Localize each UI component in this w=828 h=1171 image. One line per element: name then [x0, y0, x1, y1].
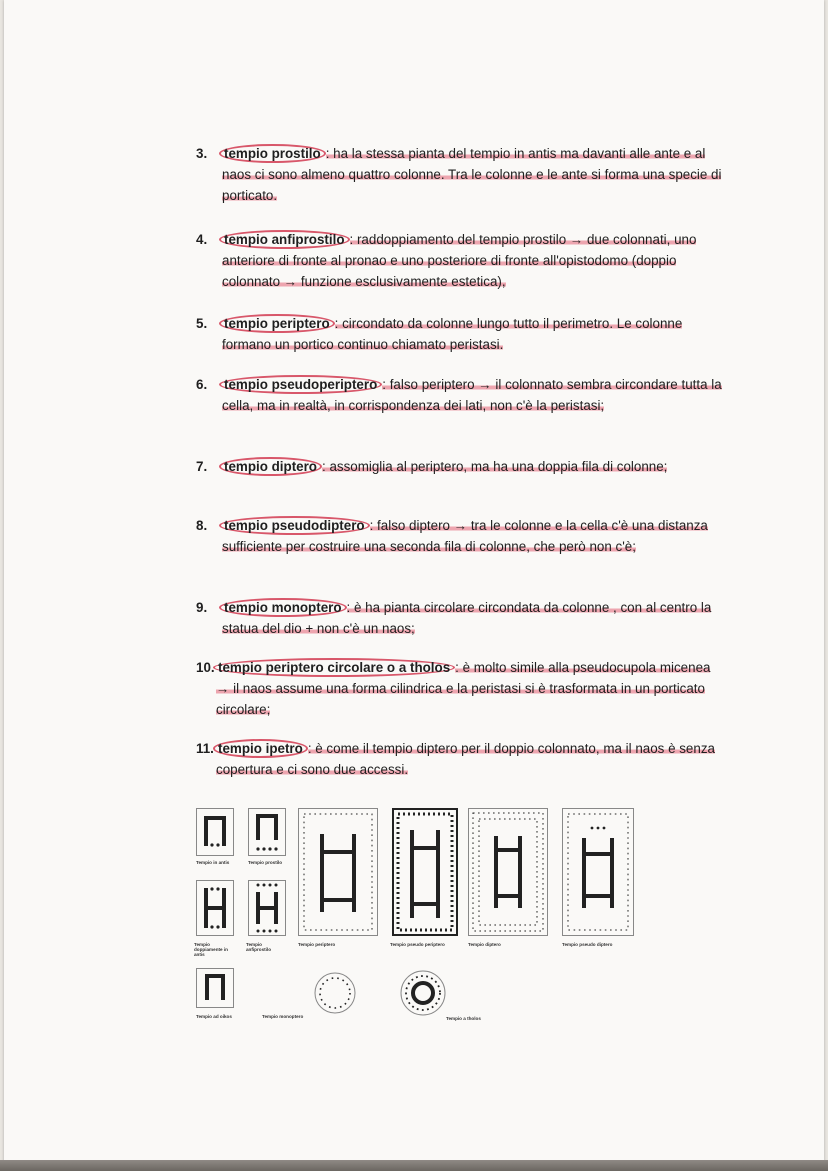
- item-text: : è come il tempio diptero per il doppio colonnato, ma il naos è senza copertura e ci sono due accessi.: [216, 741, 715, 777]
- list-item: [196, 143, 724, 206]
- item-text: : falso periptero → il colonnato sembra circondare tutta la cella, ma in realtà, in corrispondenza dei lati, non c'è la peristasi;: [222, 377, 722, 413]
- item-number: 6.: [196, 377, 208, 392]
- item-term: tempio pseudodiptero: [219, 516, 370, 535]
- label-diptero: Tempio diptero: [468, 942, 501, 947]
- label-in-antis: Tempio in antis: [196, 860, 230, 865]
- item-number: 9.: [196, 600, 208, 615]
- label-pseudo-periptero: Tempio pseudo periptero: [390, 942, 445, 947]
- item-text: : raddoppiamento del tempio prostilo → due colonnati, uno anteriore di fronte al pronao e uno posteriore di fronte all'opistodomo (doppio colonnato → funzione esclusivamente estetica),: [222, 232, 697, 289]
- item-number: 4.: [196, 232, 208, 247]
- label-periptero: Tempio periptero: [298, 942, 336, 947]
- item-text: : è ha pianta circolare circondata da colonne , con al centro la statua del dio + non c'è un naos;: [222, 600, 712, 636]
- list-item: [196, 657, 724, 720]
- label-prostilo: Tempio prostilo: [248, 860, 283, 865]
- list-item: [196, 313, 724, 355]
- item-text: : circondato da colonne lungo tutto il perimetro. Le colonne formano un portico continuo chiamato peristasi.: [222, 316, 683, 352]
- list-item: [196, 597, 724, 639]
- list-item: [196, 456, 724, 477]
- list-item: [196, 515, 724, 557]
- item-text: : è molto simile alla pseudocupola micenea → il naos assume una forma cilindrica e la peristasi si è trasformata in un porticato circolare;: [216, 660, 711, 717]
- item-number: 8.: [196, 518, 208, 533]
- item-number: 5.: [196, 316, 208, 331]
- label-ad-oikos: Tempio ad oikos: [196, 1014, 232, 1019]
- label-tholos: Tempio a tholos: [446, 1016, 481, 1021]
- plan-tholos: [398, 968, 448, 1018]
- item-term: tempio anfiprostilo: [219, 230, 350, 249]
- item-text: : ha la stessa pianta del tempio in antis ma davanti alle ante e al naos ci sono almeno quattro colonne. Tra le colonne e le ante si forma una specie di porticato.: [222, 146, 722, 203]
- desk-edge: [0, 1160, 828, 1171]
- item-text: : falso diptero → tra le colonne e la cella c'è una distanza sufficiente per costruire una seconda fila di colonne, che però non c'è;: [222, 518, 708, 554]
- label-doppiamente-in-antis: Tempio doppiamente in antis: [194, 942, 228, 957]
- list-item: [196, 738, 724, 780]
- item-term: tempio periptero: [219, 314, 335, 333]
- plan-in-antis: [196, 808, 234, 856]
- plan-diptero: [468, 808, 548, 936]
- plan-pseudo-diptero: [562, 808, 634, 936]
- label-anfiprostilo: Tempio anfiprostilo: [246, 942, 272, 952]
- plan-doppiamente-in-antis: [196, 880, 234, 936]
- plan-prostilo: [248, 808, 286, 856]
- item-term: tempio prostilo: [219, 144, 326, 163]
- item-term: tempio monoptero: [219, 598, 347, 617]
- list-item: [196, 229, 724, 292]
- item-text: : assomiglia al periptero, ma ha una doppia fila di colonne;: [322, 459, 668, 474]
- item-term: tempio diptero: [219, 457, 322, 476]
- item-number: 3.: [196, 146, 208, 161]
- item-term: tempio periptero circolare o a tholos: [213, 658, 455, 677]
- item-term: tempio pseudoperiptero: [219, 375, 382, 394]
- list-item: [196, 374, 724, 416]
- temple-plans-figure: [190, 800, 650, 1040]
- label-monoptero: Tempio monoptero: [262, 1014, 304, 1019]
- label-pseudo-diptero: Tempio pseudo diptero: [562, 942, 613, 947]
- plan-monoptero: [312, 970, 358, 1016]
- item-number: 11.: [196, 741, 214, 756]
- item-number: 7.: [196, 459, 208, 474]
- plan-periptero: [298, 808, 378, 936]
- plan-pseudo-periptero: [392, 808, 458, 936]
- plan-ad-oikos: [196, 968, 234, 1008]
- plan-anfiprostilo: [248, 880, 286, 936]
- item-term: tempio ipetro: [213, 739, 308, 758]
- item-number: 10.: [196, 660, 215, 675]
